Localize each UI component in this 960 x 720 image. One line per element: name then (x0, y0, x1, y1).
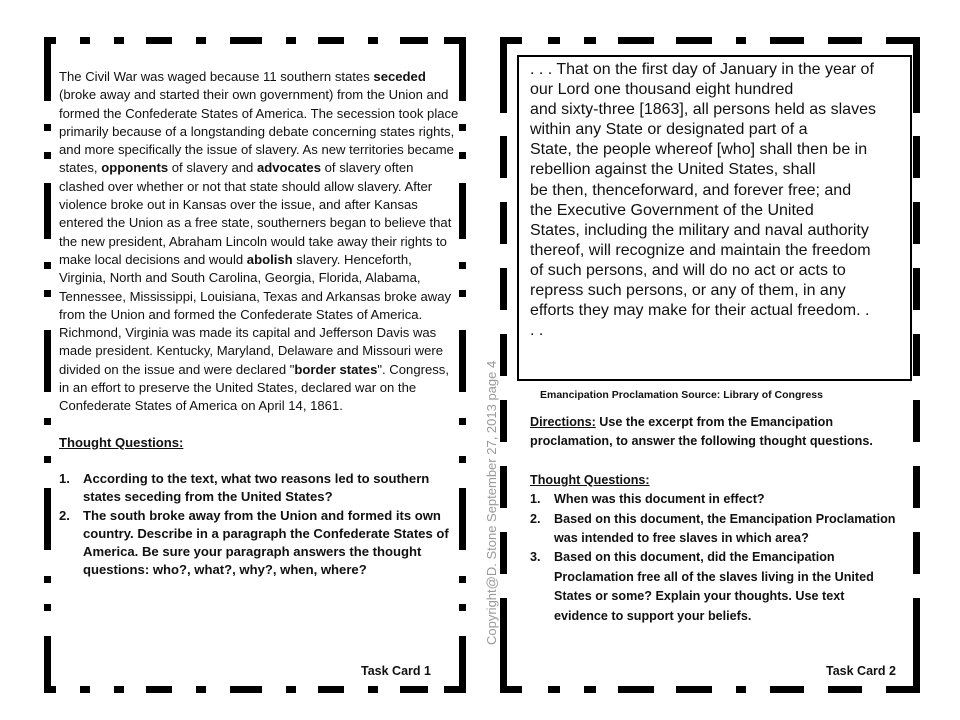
frame-dash (618, 686, 654, 693)
frame-dash (286, 686, 296, 693)
frame-dash (736, 37, 746, 44)
frame-dash (584, 37, 596, 44)
frame-dash (500, 136, 507, 178)
question-item (59, 507, 459, 580)
question-text: The south broke away from the Union and formed its own country. Describe in a paragraph the Confederate States of America. Be sure your paragraph answers the thought questions: who?, what?, why?, when, where? (83, 507, 449, 578)
frame-dash (548, 37, 560, 44)
frame-dash (500, 598, 507, 693)
thought-questions-title: Thought Questions: (59, 434, 184, 450)
excerpt-line: State, the people whereof [who] shall then be in (530, 141, 868, 159)
directions-label: Directions: (530, 415, 596, 429)
task-card-1-content (59, 68, 459, 580)
frame-dash (459, 124, 466, 131)
frame-dash (913, 202, 920, 244)
question-text: According to the text, what two reasons led to southern states seceding from the United States? (83, 470, 430, 505)
frame-dash (44, 37, 51, 101)
excerpt-line: States, including the military and naval authority (530, 221, 869, 239)
frame-dash (459, 636, 466, 693)
frame-dash (44, 330, 51, 392)
question-text: When was this document in effect? (554, 492, 765, 507)
frame-dash (828, 37, 862, 44)
frame-dash (196, 686, 206, 693)
question-number: 2. (59, 507, 70, 523)
key-term: seceded (373, 69, 426, 84)
frame-dash (400, 686, 428, 693)
frame-dash (548, 686, 560, 693)
frame-dash (828, 686, 862, 693)
frame-dash (736, 686, 746, 693)
frame-dash (400, 37, 428, 44)
frame-dash (459, 488, 466, 550)
frame-dash (196, 37, 206, 44)
frame-dash (500, 268, 507, 310)
frame-dash (230, 686, 262, 693)
emancipation-excerpt (530, 60, 905, 341)
frame-dash (146, 37, 172, 44)
frame-dash (146, 686, 172, 693)
frame-dash (676, 37, 712, 44)
paragraph-text: slavery. Henceforth, Virginia, North and South Carolina, Georgia, Florida, Alabama, Tennessee, Mississippi, Louisiana, Texas and Arkansas broke away from the Union and formed the Confederate States of America. Richmond, Virginia was made its capital and Jefferson Davis was made president. Kentucky, Maryland, Delaware and Missouri were divided on the issue and were declared " (59, 251, 452, 377)
excerpt-line: our Lord one thousand eight hundred (530, 81, 794, 99)
key-term: border states (294, 361, 378, 377)
paragraph-text: of slavery often clashed over whether or not that state should allow slavery. After violence broke out in Kansas over the issue, and after Kansas entered the Union as a free state, southerners began to believe that the new president, Abraham Lincoln would take away their rights to make local decisions and would (59, 160, 452, 267)
frame-dash (368, 37, 378, 44)
frame-dash (913, 598, 920, 693)
frame-dash (44, 456, 51, 463)
task-card-2-label: Task Card 2 (826, 664, 896, 678)
frame-dash (500, 202, 507, 244)
excerpt-line: efforts they may make for their actual freedom. . (530, 302, 870, 320)
copyright-note: Copyright@D. Stone September 27, 2013 page 4 (484, 360, 499, 645)
frame-dash (584, 686, 596, 693)
question-number: 1. (59, 470, 70, 486)
key-term: abolish (246, 251, 293, 267)
paragraph-text: The Civil War was waged because 11 southern states (59, 69, 374, 84)
frame-dash (913, 466, 920, 508)
thought-questions-title: Thought Questions: (530, 472, 650, 487)
frame-dash (500, 466, 507, 508)
question-item (530, 548, 900, 626)
excerpt-source: Emancipation Proclamation Source: Library of Congress (540, 389, 823, 401)
frame-dash (44, 262, 51, 269)
question-text: Based on this document, did the Emancipation Proclamation free all of the slaves living in the United States or some? Explain your thoughts. Use text evidence to support your beliefs. (554, 550, 874, 623)
frame-dash (44, 576, 51, 583)
frame-dash (318, 686, 344, 693)
frame-dash (459, 152, 466, 159)
frame-dash (913, 400, 920, 442)
question-number: 3. (530, 550, 541, 565)
frame-dash (459, 183, 466, 239)
question-number: 2. (530, 511, 541, 526)
frame-dash (459, 37, 466, 101)
frame-dash (459, 604, 466, 611)
frame-dash (114, 37, 124, 44)
frame-dash (368, 686, 378, 693)
excerpt-line: . . . That on the first day of January in the year of (530, 61, 874, 78)
frame-dash (913, 136, 920, 178)
frame-dash (80, 37, 90, 44)
frame-dash (44, 488, 51, 550)
frame-dash (913, 532, 920, 574)
frame-dash (676, 686, 712, 693)
frame-dash (913, 268, 920, 310)
thought-questions-list (59, 470, 459, 580)
key-term: advocates (256, 160, 321, 176)
frame-dash (286, 37, 296, 44)
frame-dash (500, 334, 507, 376)
excerpt-line: of such persons, and will do no act or acts to (530, 261, 846, 279)
frame-dash (114, 686, 124, 693)
task-card-1-label: Task Card 1 (361, 664, 431, 678)
excerpt-line: . . (530, 322, 544, 340)
frame-dash (770, 37, 804, 44)
frame-dash (318, 37, 344, 44)
frame-dash (44, 124, 51, 131)
excerpt-line: the Executive Government of the United (530, 201, 814, 219)
question-text: Based on this document, the Emancipation Proclamation was intended to free slaves in which area? (554, 511, 896, 546)
frame-dash (459, 262, 466, 269)
question-item (59, 470, 459, 507)
frame-dash (459, 330, 466, 392)
frame-dash (500, 37, 507, 113)
frame-dash (913, 37, 920, 113)
frame-dash (44, 290, 51, 297)
frame-dash (500, 400, 507, 442)
thought-questions-list (530, 490, 900, 626)
frame-dash (500, 532, 507, 574)
excerpt-line: repress such persons, or any of them, in any (530, 282, 846, 300)
question-item (530, 510, 900, 549)
paragraph-text: of slavery and (168, 160, 257, 176)
paragraph-text: (broke away and started their own government) from the Union and formed the Confederate States of America. The secession took place primarily because of a longstanding debate concerning states rights, and more specifically the issue of slavery. As new territories became states, (59, 87, 459, 176)
frame-dash (44, 152, 51, 159)
frame-dash (80, 686, 90, 693)
paragraph-text: ". Congress, in an effort to preserve the United States, declared war on the Confederate States of America on April 14, 1861. (59, 361, 449, 414)
frame-dash (44, 604, 51, 611)
excerpt-line: rebellion against the United States, shall (530, 161, 816, 179)
frame-dash (618, 37, 654, 44)
excerpt-line: be then, thenceforward, and forever free; and (530, 181, 852, 199)
frame-dash (459, 456, 466, 463)
excerpt-line: thereof, will recognize and maintain the freedom (530, 241, 871, 259)
history-paragraph (59, 68, 459, 416)
frame-dash (44, 636, 51, 693)
question-number: 1. (530, 492, 541, 507)
task-card-2-content (530, 413, 900, 626)
excerpt-line: within any State or designated part of a (530, 121, 808, 139)
frame-dash (230, 37, 262, 44)
directions-text: Use the excerpt from the Emancipation proclamation, to answer the following thought questions. (530, 415, 873, 449)
excerpt-line: and sixty-three [1863], all persons held as slaves (530, 101, 876, 119)
directions (530, 413, 900, 452)
key-term: opponents (101, 160, 169, 176)
frame-dash (770, 686, 804, 693)
frame-dash (459, 290, 466, 297)
question-item (530, 490, 900, 509)
frame-dash (44, 183, 51, 239)
frame-dash (459, 576, 466, 583)
frame-dash (44, 418, 51, 425)
frame-dash (913, 334, 920, 376)
frame-dash (459, 418, 466, 425)
